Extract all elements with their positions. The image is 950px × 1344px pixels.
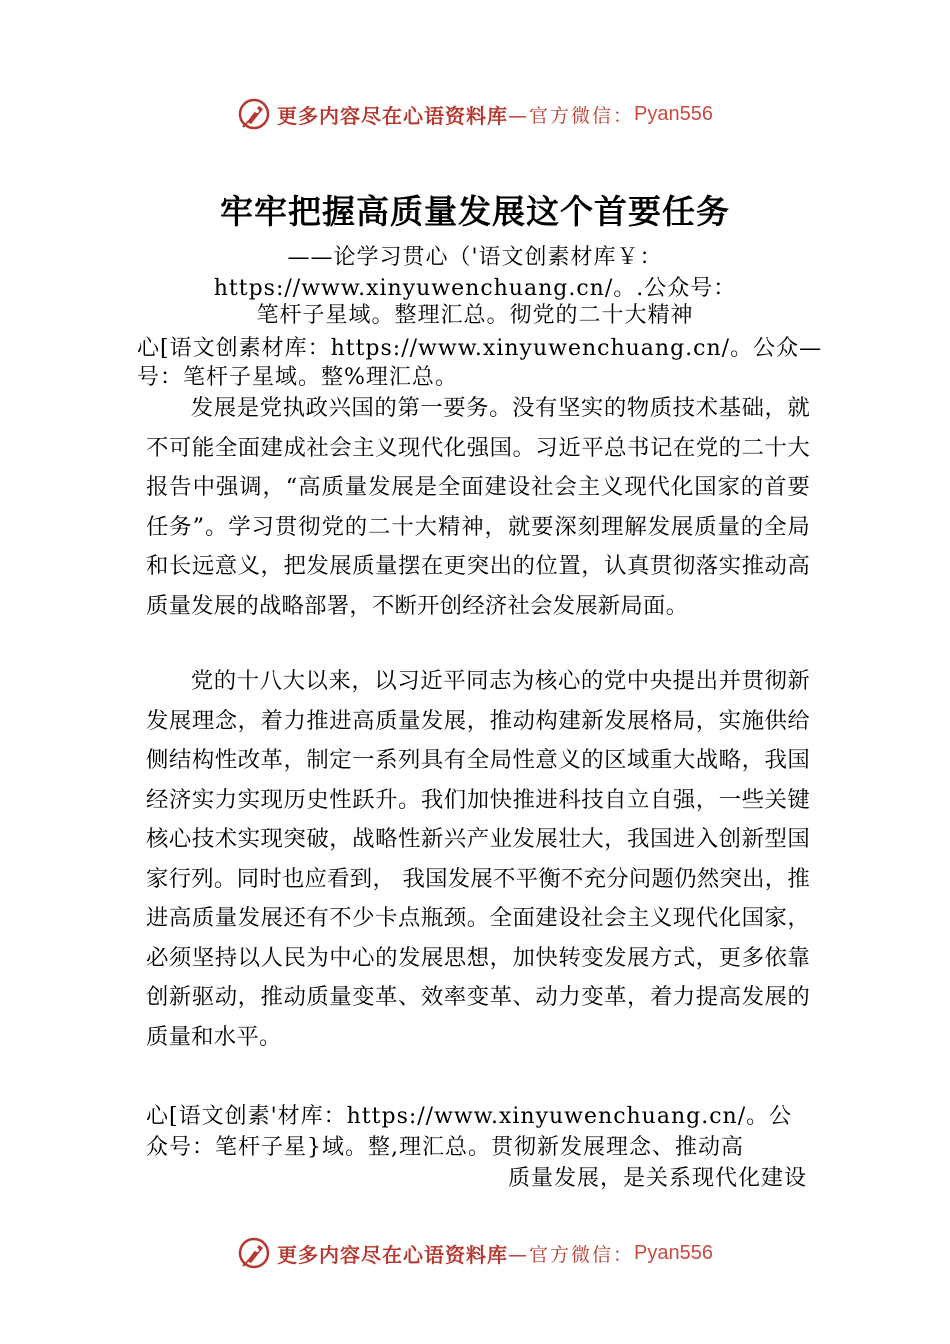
promo-line-a1: 心[语文创素材库：https://www.xinyuwenchuang.cn/。公众— bbox=[137, 336, 823, 361]
header-banner bbox=[0, 94, 950, 134]
banner-wechat-label: —官方微信： bbox=[508, 1243, 635, 1266]
subtitle-line-2: https://www.xinyuwenchuang.cn/。.公众号： bbox=[213, 276, 737, 301]
subtitle-line-1: ——论学习贯心（'语文创素材库￥： bbox=[287, 245, 663, 270]
body-paragraph-2: 党的十八大以来，以习近平同志为核心的党中央提出并贯彻新发展理念，着力推进高质量发展，推动构建新发展格局，实施供给侧结构性改革，制定一系列具有全局性意义的区域重大战略，我国经济实力实现历史性跃升。我们加快推进科技自立自强，一些关键核心技术实现突破，战略性新兴产业发展壮大，我国进入创新型国家行列。同时也应看到， 我国发展不平衡不充分问题仍然突出，推进高质量发展还有不少卡点瓶颈。全面建设社会主义现代化国家，必须坚持以人民为中心的发展思想，加快转变发展方式，更多依靠创新驱动，推动质量变革、效率变革、动力变革，着力提高发展的质量和水平。 bbox=[146, 668, 810, 1050]
pen-nib-circle-logo-icon bbox=[237, 97, 271, 131]
banner-wechat-handle: Pyan556 bbox=[634, 1241, 713, 1264]
continuation-line: 质量发展，是关系现代化建设 bbox=[507, 1166, 807, 1191]
subtitle-line-3: 笔杆子星域。整理汇总。彻党的二十大精神 bbox=[256, 303, 694, 328]
document-title: 牢牢把握高质量发展这个首要任务 bbox=[220, 192, 730, 231]
footer-banner bbox=[0, 1233, 950, 1273]
banner-text: 更多内容尽在心语资料库 bbox=[277, 1242, 508, 1267]
promo-line-a2: 号：笔杆子星域。整%理汇总。 bbox=[137, 365, 458, 390]
promo-line-b1: 心[语文创素'材库：https://www.xinyuwenchuang.cn/。公 bbox=[146, 1104, 793, 1129]
pen-nib-circle-logo-icon bbox=[237, 1236, 271, 1270]
banner-wechat-handle: Pyan556 bbox=[634, 102, 713, 125]
banner-wechat-label: —官方微信： bbox=[508, 104, 635, 127]
body-paragraph-1: 发展是党执政兴国的第一要务。没有坚实的物质技术基础，就不可能全面建成社会主义现代化强国。习近平总书记在党的二十大报告中强调，“高质量发展是全面建设社会主义现代化国家的首要任务”。学习贯彻党的二十大精神，就要深刻理解发展质量的全局和长远意义，把发展质量摆在更突出的位置，认真贯彻落实推动高质量发展的战略部署，不断开创经济社会发展新局面。 bbox=[146, 395, 810, 619]
banner-text: 更多内容尽在心语资料库 bbox=[277, 103, 508, 128]
promo-line-b2: 众号：笔杆子星}域。整,理汇总。贯彻新发展理念、推动高 bbox=[146, 1135, 744, 1160]
